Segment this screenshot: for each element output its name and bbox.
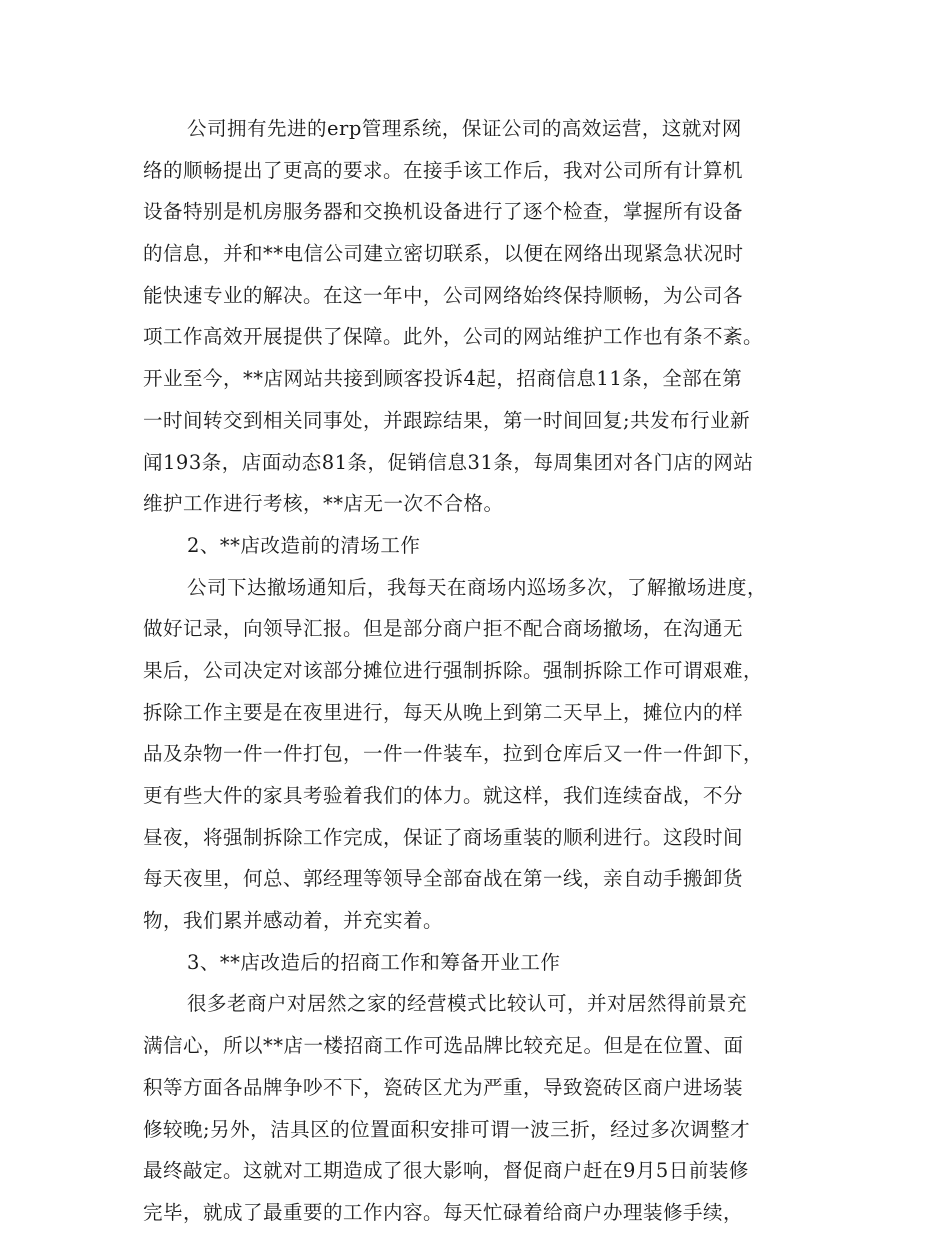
paragraph-line: 的信息，并和**电信公司建立密切联系，以便在网络出现紧急状况时	[143, 242, 744, 266]
paragraph-line: 更有些大件的家具考验着我们的体力。就这样，我们连续奋战，不分	[143, 784, 744, 807]
paragraph-line: 做好记录，向领导汇报。但是部分商户拒不配合商场撤场，在沟通无	[143, 617, 744, 641]
paragraph-line: 修较晚;另外，洁具区的位置面积安排可谓一波三折，经过多次调整才	[143, 1117, 751, 1141]
paragraph-line: 每天夜里，何总、郭经理等领导全部奋战在第一线，亲自动手搬卸货	[143, 867, 744, 891]
paragraph-line: 项工作高效开展提供了保障。此外，公司的网站维护工作也有条不紊。	[143, 325, 764, 349]
paragraph-line: 能快速专业的解决。在这一年中，公司网络始终保持顺畅，为公司各	[143, 283, 744, 307]
paragraph-line: 很多老商户对居然之家的经营模式比较认可，并对居然得前景充	[187, 992, 748, 1016]
paragraph-line: 公司下达撤场通知后，我每天在商场内巡场多次，了解撤场进度，	[187, 575, 768, 599]
paragraph-line: 拆除工作主要是在夜里进行，每天从晚上到第二天早上，摊位内的样	[143, 700, 744, 724]
paragraph-line: 一时间转交到相关同事处，并跟踪结果，第一时间回复;共发布行业新	[143, 408, 751, 432]
paragraph-line: 品及杂物一件一件打包，一件一件装车，拉到仓库后又一件一件卸下，	[143, 742, 764, 766]
paragraph-line: 物，我们累并感动着，并充实着。	[143, 909, 444, 933]
paragraph-line: 公司拥有先进的erp管理系统，保证公司的高效运营，这就对网	[187, 117, 742, 140]
paragraph-line: 积等方面各品牌争吵不下，瓷砖区尤为严重，导致瓷砖区商户进场装	[143, 1075, 744, 1099]
paragraph-line: 设备特别是机房服务器和交换机设备进行了逐个检查，掌握所有设备	[143, 200, 744, 224]
paragraph-line: 果后，公司决定对该部分摊位进行强制拆除。强制拆除工作可谓艰难，	[143, 658, 764, 682]
paragraph-line: 最终敲定。这就对工期造成了很大影响，督促商户赶在9月5日前装修	[143, 1159, 749, 1183]
paragraph-line: 满信心，所以**店一楼招商工作可选品牌比较充足。但是在位置、面	[143, 1034, 744, 1058]
document-body	[143, 108, 813, 1234]
paragraph-line: 闻193条，店面动态81条，促销信息31条，每周集团对各门店的网站	[143, 450, 754, 474]
paragraph-line: 完毕，就成了最重要的工作内容。每天忙碌着给商户办理装修手续，	[143, 1200, 744, 1224]
paragraph-line: 开业至今，**店网站共接到顾客投诉4起，招商信息11条，全部在第	[143, 367, 743, 391]
section-heading: 2、**店改造前的清场工作	[187, 533, 421, 557]
paragraph-line: 维护工作进行考核，**店无一次不合格。	[143, 492, 504, 516]
paragraph-line: 昼夜，将强制拆除工作完成，保证了商场重装的顺利进行。这段时间	[143, 825, 744, 849]
paragraph-line: 络的顺畅提出了更高的要求。在接手该工作后，我对公司所有计算机	[143, 158, 744, 182]
section-heading: 3、**店改造后的招商工作和筹备开业工作	[187, 950, 561, 974]
